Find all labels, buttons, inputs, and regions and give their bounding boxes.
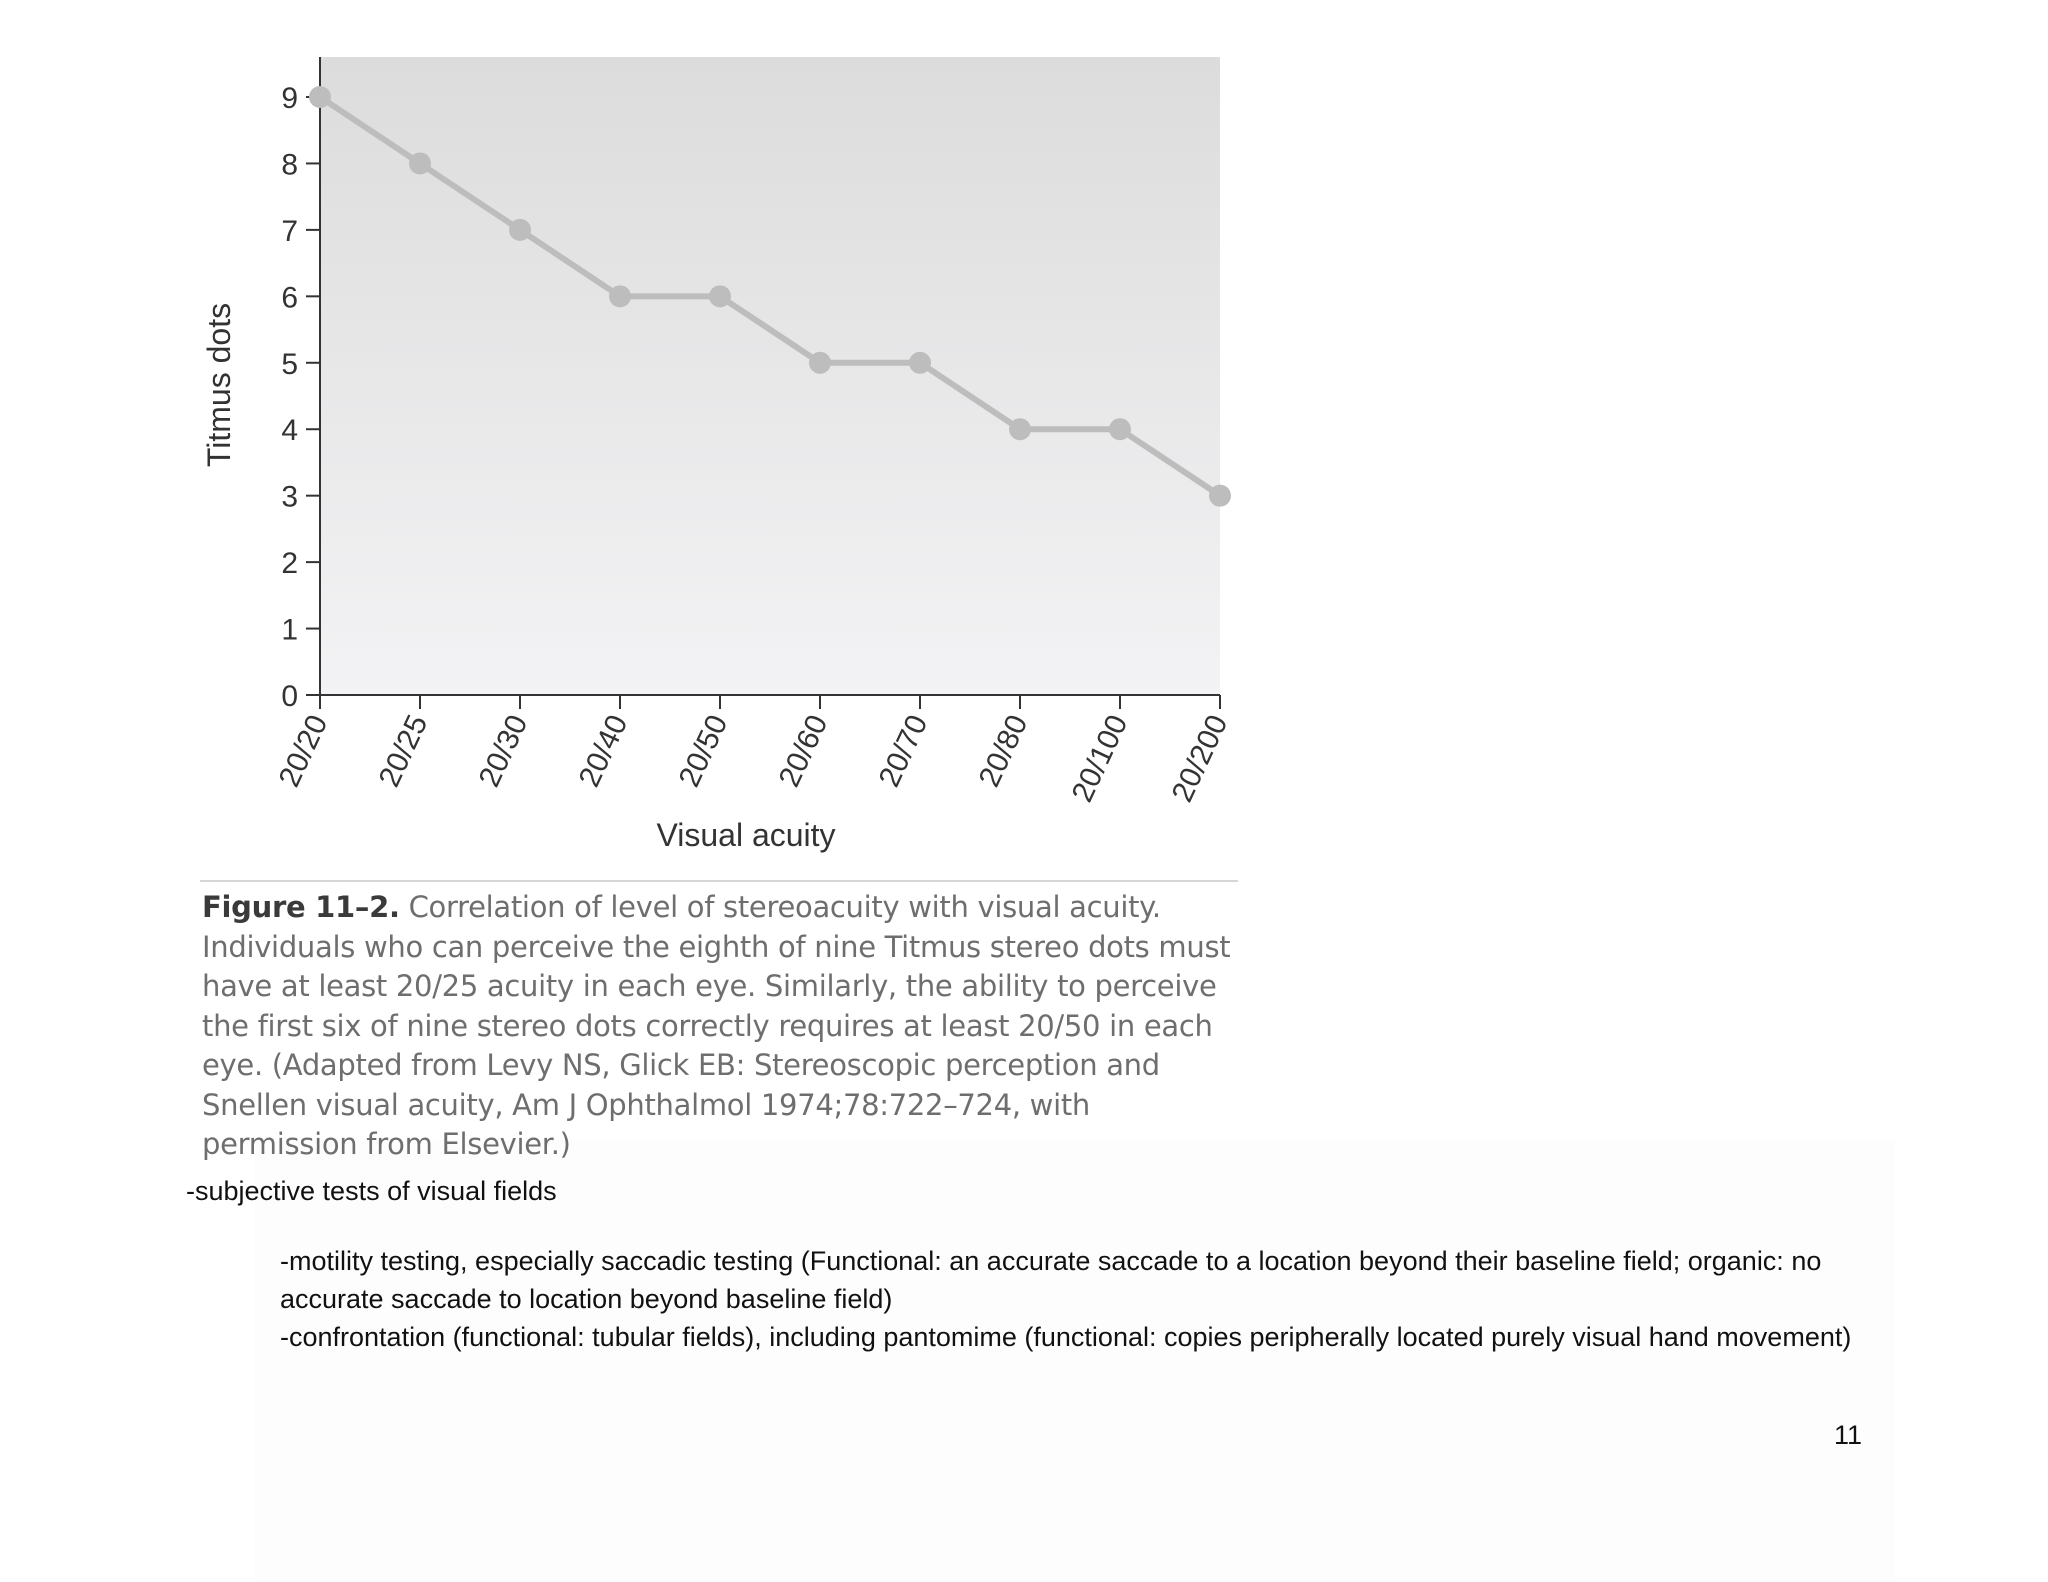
- y-tick-label: 3: [281, 480, 298, 514]
- y-tick-label: 9: [281, 82, 298, 115]
- data-point: [1009, 418, 1031, 440]
- y-tick-label: 4: [281, 414, 298, 448]
- x-tick-label: 20/60: [772, 710, 835, 793]
- x-tick-label: 20/40: [572, 710, 635, 793]
- x-tick-label: 20/80: [972, 710, 1035, 793]
- data-point: [709, 285, 731, 307]
- page-number: 11: [1834, 1420, 1863, 1450]
- y-tick-label: 7: [281, 214, 298, 248]
- figure-label: Figure 11–2.: [202, 890, 400, 924]
- x-tick-label: 20/25: [372, 710, 435, 793]
- confrontation-paragraph: -confrontation (functional: tubular fields), including pantomime (functional: copies peripherally located purely visual hand movement): [280, 1322, 1852, 1352]
- x-tick-label: 20/100: [1065, 710, 1135, 808]
- y-tick-label: 6: [281, 281, 298, 315]
- y-tick-label: 2: [281, 547, 298, 581]
- data-point: [909, 352, 931, 374]
- figure-caption: [202, 888, 1242, 1165]
- data-point: [409, 152, 431, 174]
- figure-divider: [200, 880, 1238, 882]
- x-axis-ticks: [273, 695, 1235, 807]
- x-tick-label: 20/30: [472, 710, 535, 793]
- caption-text: Correlation of level of stereoacuity with visual acuity. Individuals who can perceive the eighth of nine Titmus stereo dots must have at least 20/25 acuity in each eye. Similarly, the ability to perceive the first six of nine stereo dots correctly requires at least 20/50 in each eye. (Adapted from Levy NS, Glick EB: Stereoscopic perception and Snellen visual acuity, Am J Ophthalmol 1974;78:722–724, with permission from Elsevier.): [202, 890, 1231, 1161]
- x-tick-label: 20/50: [672, 710, 735, 793]
- data-point: [309, 86, 331, 108]
- x-tick-label: 20/200: [1165, 710, 1235, 808]
- data-point: [809, 352, 831, 374]
- data-point: [609, 285, 631, 307]
- plot-area: [320, 57, 1220, 695]
- data-point: [1209, 485, 1231, 507]
- x-tick-label: 20/70: [872, 710, 935, 793]
- y-tick-label: 8: [281, 148, 298, 182]
- y-axis-ticks: [281, 82, 320, 713]
- x-tick-label: 20/20: [272, 710, 335, 793]
- y-tick-label: 5: [281, 347, 298, 381]
- data-point: [509, 219, 531, 241]
- motility-paragraph: -motility testing, especially saccadic testing (Functional: an accurate saccade to a location beyond their baseline field; organic: no accurate saccade to location beyond baseline field): [280, 1246, 1822, 1314]
- y-tick-label: 1: [281, 613, 298, 647]
- data-point: [1109, 418, 1131, 440]
- x-axis-title: Visual acuity: [656, 817, 836, 853]
- section-heading: -subjective tests of visual fields: [186, 1176, 557, 1206]
- y-axis-title: Titmus dots: [201, 302, 237, 468]
- y-tick-label: 0: [281, 680, 298, 713]
